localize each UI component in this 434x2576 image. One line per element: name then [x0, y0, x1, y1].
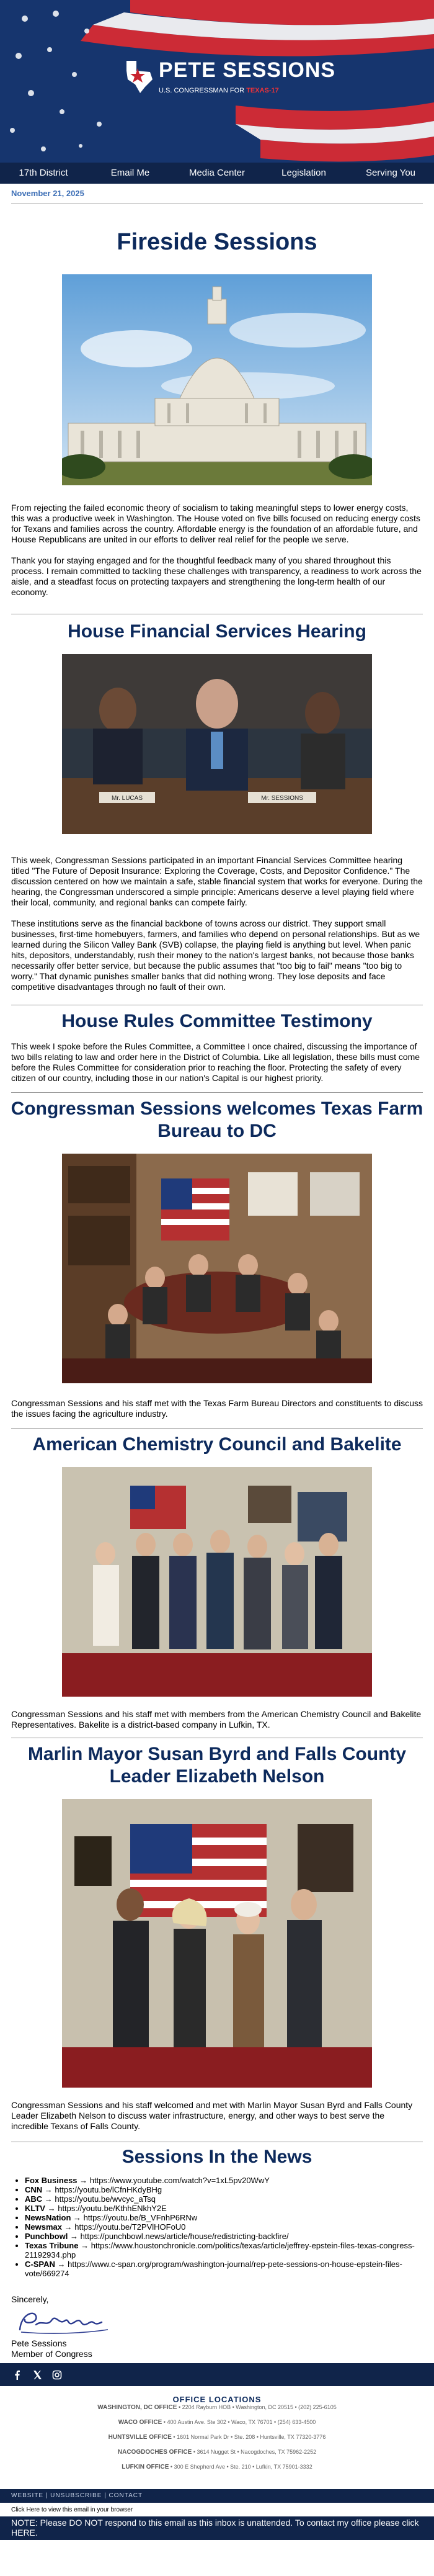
- financial-paragraph-2: These institutions serve as the financial backbone of towns across our district. They support small businesses, first-time homebuyers, farmers, and families who depend on personal relationships. But as we learned during the Silicon Valley Bank (SVB) collapse, the playing field is anything but level. When panic hits, depositors, understandably, rush their money to the nation's largest banks, not because those banks necessarily offer better service, but because the public assumes that "too big to fail" means "too big to worry." That dynamic punishes smaller banks that did nothing wrong. They lose deposits and face competitive disadvantages through no fault of their own.: [11, 918, 420, 992]
- news-source: Texas Tribune: [25, 2241, 79, 2250]
- header-banner: [0, 0, 434, 163]
- signoff: [0, 2294, 434, 2359]
- office-address: 3614 Nugget St • Nacogdoches, TX 75962-2252: [197, 2449, 317, 2455]
- news-item: • Punchbowl → https://punchbowl.news/article/house/redistricting-backfire/: [25, 2232, 434, 2241]
- footer-links[interactable]: WEBSITE | UNSUBSCRIBE | CONTACT: [0, 2489, 434, 2503]
- chemistry-council-photo: [62, 1467, 372, 1697]
- office-name: LUFKIN OFFICE: [122, 2464, 169, 2471]
- marlin-heading: Marlin Mayor Susan Byrd and Falls County Leader Elizabeth Nelson: [27, 1744, 407, 1787]
- news-item: • NewsNation → https://youtu.be/B_VFnhP6RNw: [25, 2213, 434, 2222]
- news-link[interactable]: https://youtu.be/wvcyc_aTsq: [55, 2194, 156, 2204]
- office-name: NACOGDOCHES OFFICE: [117, 2449, 192, 2456]
- rules-heading: House Rules Committee Testimony: [61, 1011, 373, 1031]
- intro-paragraph-2: Thank you for staying engaged and for the thoughtful feedback many of you shared throughout this process. I remain committed to tackling these challenges with transparency, a readiness to work across the aisle, and a steadfast focus on protecting taxpayers and strengthening the long-term health of our economy.: [11, 555, 422, 597]
- nav-district[interactable]: 17th District: [19, 168, 68, 178]
- news-link[interactable]: https://youtu.be/KthhENkhY2E: [58, 2204, 167, 2213]
- news-link[interactable]: https://youtu.be/B_VFnhP6RNw: [83, 2213, 198, 2222]
- financial-paragraph-1: This week, Congressman Sessions participated in an important Financial Services Committee hearing titled "The Future of Deposit Insurance: Exploring the Coverage, Costs, and Depositor Confidence." The discussion centered on how we maintain a safe, stable financial system that works for everyone. During the hearing, the Congressman underscored a simple principle: Americans deserve a level playing field where their local, community, and regional banks can compete fairly.: [11, 855, 423, 907]
- nav-serving[interactable]: Serving You: [365, 168, 416, 178]
- office-name: WACO OFFICE: [118, 2419, 162, 2426]
- brand-name: PETE SESSIONS: [159, 58, 336, 82]
- newsletter-date: November 21, 2025: [11, 189, 84, 198]
- office-address: 2204 Rayburn HOB • Washington, DC 20515 • (202) 225-6105: [182, 2404, 337, 2410]
- office-row: NACOGDOCHES OFFICE • 3614 Nugget St • Nacogdoches, TX 75962-2252: [117, 2449, 317, 2456]
- news-source: Newsmax: [25, 2222, 62, 2232]
- brand-subtitle-prefix: U.S. CONGRESSMAN FOR: [159, 87, 245, 94]
- news-item: • C-SPAN → https://www.c-span.org/program/washington-journal/rep-pete-sessions-on-house-epstein-files-vote/669274: [25, 2260, 434, 2278]
- office-name: WASHINGTON, DC OFFICE: [97, 2404, 177, 2411]
- news-item: • Texas Tribune → https://www.houstonchronicle.com/politics/texas/article/jeffrey-epstein-files-texas-congress-21192934.php: [25, 2241, 434, 2260]
- chemistry-heading: American Chemistry Council and Bakelite: [32, 1434, 402, 1455]
- nameplate-lucas: Mr. LUCAS: [111, 795, 143, 802]
- signature-image: [15, 2306, 114, 2337]
- news-link[interactable]: https://youtu.be/lCfnHKdyBHg: [55, 2185, 162, 2194]
- intro-paragraph-1: From rejecting the failed economic theory of socialism to taking meaningful steps to lower energy costs, this was a productive week in Washington. The House voted on five bills focused on reducing energy costs for Texans and families across the country. Affordable energy is the foundation of an affordable future, and House Republicans are united in our efforts to deliver real relief for the people we serve.: [11, 503, 420, 544]
- news-source: NewsNation: [25, 2213, 71, 2222]
- view-in-browser: [0, 2503, 434, 2516]
- social-bar: [0, 2363, 434, 2386]
- farm-bureau-photo: [62, 1154, 372, 1383]
- farm-heading: Congressman Sessions welcomes Texas Farm Bureau to DC: [11, 1098, 423, 1141]
- news-source: Punchbowl: [25, 2232, 68, 2241]
- nav-legislation[interactable]: Legislation: [281, 168, 326, 178]
- news-item: • ABC → https://youtu.be/wvcyc_aTsq: [25, 2194, 434, 2204]
- rules-paragraph: This week I spoke before the Rules Committee, a Committee I once chaired, discussing the importance of two bills relating to law and order here in the District of Columbia. Like all legislation, these bills must come before the Rules Committee for consideration prior to reaching the floor. Protecting the safety of every citizen of our country, including those in our nation's Capital is our highest priority.: [11, 1041, 420, 1083]
- office-address: 300 E Shepherd Ave • Ste. 210 • Lufkin, TX 75901-3332: [174, 2464, 312, 2470]
- texas-star-icon: [123, 57, 155, 94]
- signoff-role: Member of Congress: [11, 2349, 92, 2359]
- click-here-link[interactable]: Click Here: [11, 2506, 40, 2513]
- news-source: C-SPAN: [25, 2260, 55, 2269]
- brand-logo: [123, 57, 336, 101]
- farm-paragraph: Congressman Sessions and his staff met with the Texas Farm Bureau Directors and constituents to discuss the issues facing the agriculture industry.: [11, 1398, 423, 1419]
- office-locations: [0, 2386, 434, 2477]
- capitol-photo: [62, 274, 372, 485]
- news-item: • CNN → https://youtu.be/lCfnHKdyBHg: [25, 2185, 434, 2194]
- news-link[interactable]: https://www.youtube.com/watch?v=1xL5pv20WwY: [89, 2176, 270, 2185]
- news-link[interactable]: https://www.houstonchronicle.com/politics/texas/article/jeffrey-epstein-files-texas-congress-21192934.php: [25, 2241, 415, 2260]
- top-nav: [0, 163, 434, 184]
- office-row: HUNTSVILLE OFFICE • 1601 Normal Park Dr • Ste. 208 • Huntsville, TX 77320-3776: [108, 2434, 326, 2441]
- facebook-icon[interactable]: [12, 2370, 22, 2380]
- office-row: WASHINGTON, DC OFFICE • 2204 Rayburn HOB • Washington, DC 20515 • (202) 225-6105: [97, 2404, 337, 2411]
- newsletter-title: Fireside Sessions: [117, 229, 317, 255]
- news-item: • KLTV → https://youtu.be/KthhENkhY2E: [25, 2204, 434, 2213]
- sincerely-text: Sincerely,: [11, 2294, 49, 2304]
- marlin-meeting-photo: [62, 1799, 372, 2088]
- news-link[interactable]: https://punchbowl.news/article/house/redistricting-backfire/: [80, 2232, 289, 2241]
- view-in-browser-text: to view this email in your browser: [40, 2506, 133, 2513]
- brand-subtitle-state: TEXAS-17: [246, 87, 279, 94]
- chemistry-paragraph: Congressman Sessions and his staff met with members from the American Chemistry Council and Bakelite Representatives. Bakelite is a district-based company in Lufkin, TX.: [11, 1709, 422, 1730]
- office-name: HUNTSVILLE OFFICE: [108, 2434, 172, 2441]
- news-link[interactable]: https://youtu.be/T2PVlHOFoU0: [74, 2222, 186, 2232]
- news-source: Fox Business: [25, 2176, 78, 2185]
- brand-subtitle: [159, 87, 279, 94]
- nav-media[interactable]: Media Center: [188, 168, 246, 178]
- instagram-icon[interactable]: [52, 2370, 62, 2380]
- news-heading: Sessions In the News: [122, 2147, 312, 2167]
- signoff-name: Pete Sessions: [11, 2338, 67, 2348]
- unattended-inbox-note: NOTE: Please DO NOT respond to this email as this inbox is unattended. To contact my office please click HERE.: [0, 2516, 434, 2540]
- office-address: 400 Austin Ave. Ste 302 • Waco, TX 76701 • (254) 633-4500: [167, 2419, 316, 2425]
- office-row: WACO OFFICE • 400 Austin Ave. Ste 302 • Waco, TX 76701 • (254) 633-4500: [118, 2419, 316, 2426]
- news-item: • Newsmax → https://youtu.be/T2PVlHOFoU0: [25, 2222, 434, 2232]
- news-source: ABC: [25, 2194, 43, 2204]
- financial-heading: House Financial Services Hearing: [68, 621, 366, 642]
- x-icon[interactable]: [32, 2370, 42, 2380]
- news-source: KLTV: [25, 2204, 45, 2213]
- news-link[interactable]: https://www.c-span.org/program/washington-journal/rep-pete-sessions-on-house-epstein-files-vote/669274: [25, 2260, 402, 2278]
- nav-email[interactable]: Email Me: [110, 168, 150, 178]
- office-address: 1601 Normal Park Dr • Ste. 208 • Huntsville, TX 77320-3776: [177, 2434, 326, 2440]
- news-list: [0, 2176, 434, 2278]
- offices-title: OFFICE LOCATIONS: [172, 2395, 262, 2404]
- news-item: • Fox Business → https://www.youtube.com/watch?v=1xL5pv20WwY: [25, 2176, 434, 2185]
- office-row: LUFKIN OFFICE • 300 E Shepherd Ave • Ste. 210 • Lufkin, TX 75901-3332: [122, 2464, 312, 2471]
- nameplate-sessions: Mr. SESSIONS: [261, 795, 303, 802]
- news-source: CNN: [25, 2185, 43, 2194]
- marlin-paragraph: Congressman Sessions and his staff welcomed and met with Marlin Mayor Susan Byrd and Falls County Leader Elizabeth Nelson to discuss water infrastructure, energy, and other ways to best serve the incredible Texans of Falls County.: [11, 2100, 413, 2131]
- hearing-photo: [62, 654, 372, 834]
